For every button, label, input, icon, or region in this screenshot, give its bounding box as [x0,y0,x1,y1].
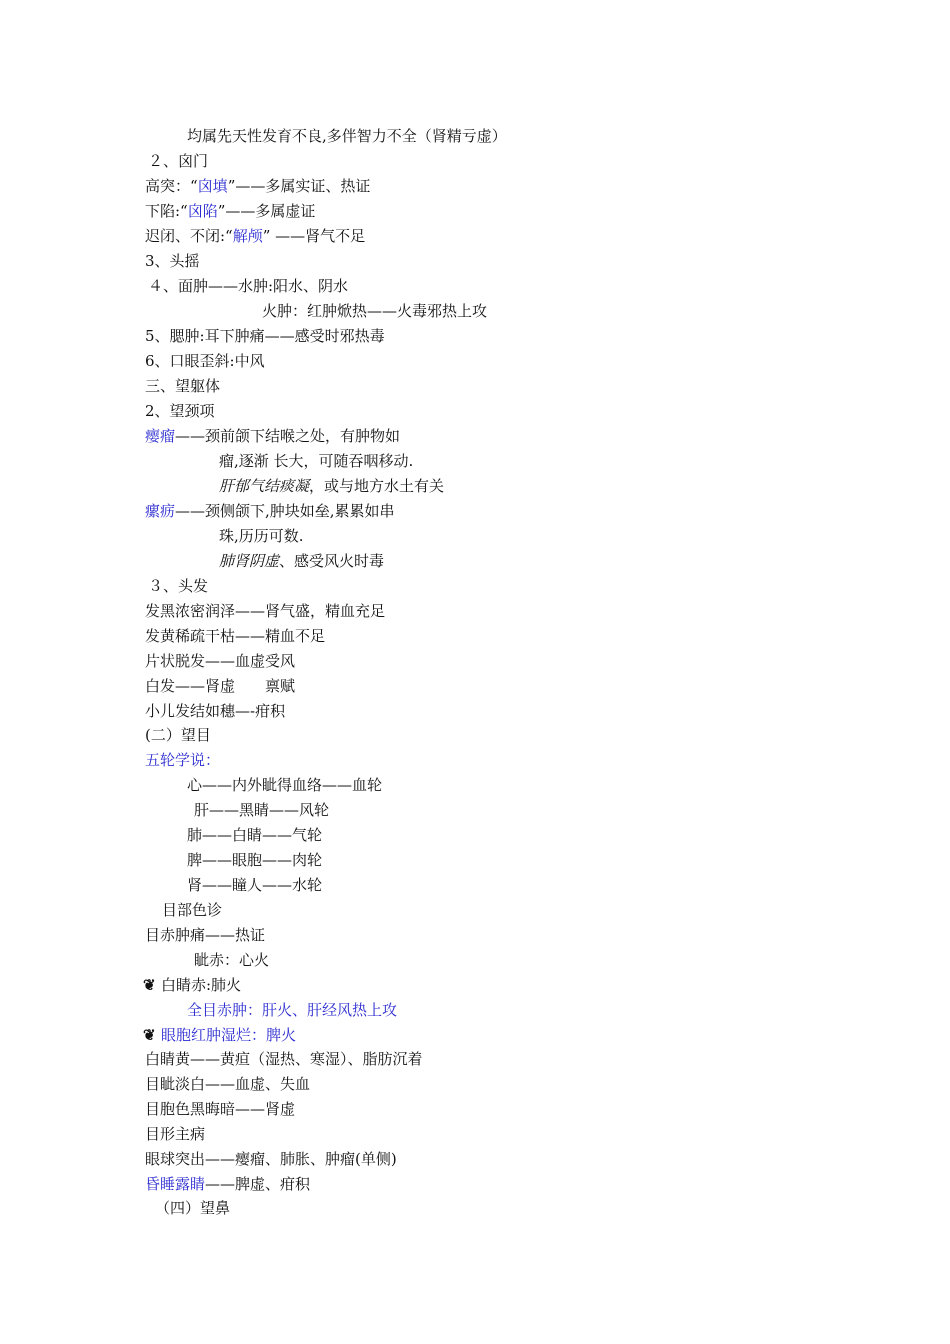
text-segment: 白睛赤:肺火 [161,976,242,994]
text-line: 瘤,逐渐 长大，可随吞咽移动. [219,452,414,470]
text-line: 5、腮肿:耳下肿痛——感受时邪热毒 [145,327,385,345]
text-line: 小儿发结如穗—-疳积 [145,702,286,720]
term-highlight: 囟填 [197,177,228,195]
text-line [143,1025,296,1045]
section-heading: 3、头摇 [145,252,200,270]
text-line: 均属先天性发育不良,多伴智力不全（肾精亏虚） [187,127,507,145]
text-line: 脾——眼胞——肉轮 [187,851,323,869]
text-line: 6、口眼歪斜:中风 [145,352,265,370]
term-highlight: 瘿瘤 [145,427,176,445]
teardrop-bullet-icon: ❦ [143,976,156,994]
text-line [145,201,315,221]
cause-italic: 肺肾阴虚 [219,552,280,570]
cause-italic: 肝郁气结痰凝 [219,477,310,495]
term-highlight: 解颅 [232,227,263,245]
text-line [143,975,241,995]
text-segment: ，或与地方水土有关 [309,477,445,495]
text-line: 肝——黑睛——风轮 [194,801,330,819]
text-segment: ” ——肾气不足 [262,227,366,245]
term-highlight: 囟陷 [187,202,218,220]
text-line: 白睛黄——黄疸（湿热、寒湿）、脂肪沉着 [145,1050,423,1068]
term-highlight: 瘰疬 [145,502,176,520]
text-line: 心——内外眦得血络——血轮 [187,776,383,794]
section-heading: 2、望颈项 [145,402,215,420]
text-line: 全目赤肿：肝火、肝经风热上攻 [187,1001,398,1019]
section-heading: 五轮学说： [145,751,221,769]
text-line: 肺——白睛——气轮 [187,826,323,844]
text-segment: 高突：“ [145,177,198,195]
text-line [145,1174,310,1194]
text-segment: ”——多属实证、热证 [227,177,371,195]
text-segment: 迟闭、不闭:“ [145,227,233,245]
text-line: 火肿：红肿焮热——火毒邪热上攻 [262,302,488,320]
text-line [145,426,400,446]
teardrop-bullet-icon: ❦ [143,1026,156,1044]
text-line [219,551,384,571]
text-line: 片状脱发——血虚受风 [145,652,296,670]
text-line: 珠,历历可数. [219,527,304,545]
text-line: 发黄稀疏干枯——精血不足 [145,627,326,645]
text-line [145,501,395,521]
section-heading: 目形主病 [145,1125,206,1143]
text-line [145,226,365,246]
text-line: 发黑浓密润泽——肾气盛，精血充足 [145,602,386,620]
section-heading: （四）望鼻 [155,1199,231,1217]
text-line: 肾——瞳人——水轮 [187,876,323,894]
section-heading: 目部色诊 [162,901,223,919]
text-line [219,476,444,496]
term-highlight: 昏睡露睛 [145,1175,206,1193]
text-line [145,176,370,196]
text-segment: 眼胞红肿湿烂：脾火 [161,1026,297,1044]
text-line: 目胞色黑晦暗——肾虚 [145,1100,296,1118]
text-line: 目赤肿痛——热证 [145,926,266,944]
text-line: 白发——肾虚 禀赋 [145,677,296,695]
text-segment: ——脾虚、疳积 [205,1175,311,1193]
section-heading: ２、囟门 [148,152,209,170]
text-segment: 下陷:“ [145,202,188,220]
section-heading: (二）望目 [145,726,211,744]
text-line: ４、面肿——水肿:阳水、阴水 [148,277,349,295]
text-segment: ”——多属虚证 [217,202,316,220]
text-segment: ——颈侧颌下,肿块如垒,累累如串 [175,502,395,520]
text-segment: 、感受风火时毒 [279,552,385,570]
text-segment: ——颈前颌下结喉之处，有肿物如 [175,427,401,445]
text-line: 目眦淡白——血虚、失血 [145,1075,311,1093]
text-line: 眦赤：心火 [194,951,270,969]
text-line: 眼球突出——瘿瘤、肺胀、肿瘤(单侧) [145,1150,397,1168]
section-heading: 三、望躯体 [145,377,221,395]
section-heading: ３、头发 [148,577,209,595]
